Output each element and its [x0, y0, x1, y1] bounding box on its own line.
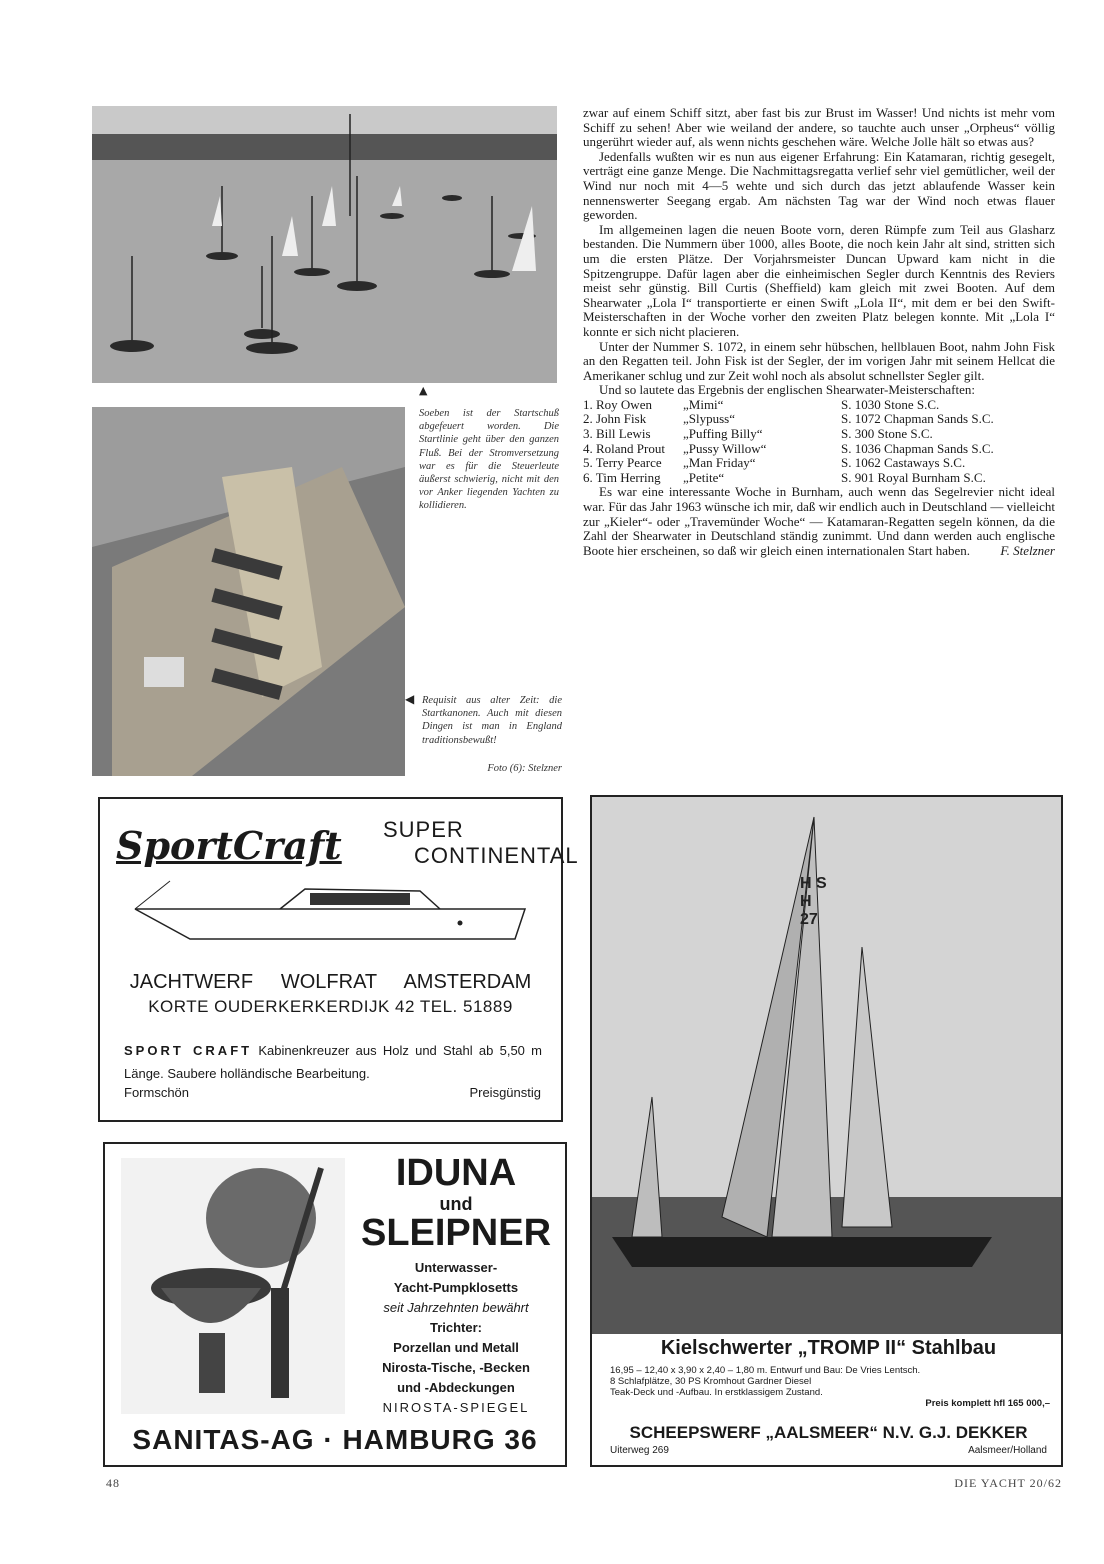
sanitas-line: und -Abdeckungen: [397, 1380, 515, 1395]
tromp-specs: [610, 1365, 1050, 1409]
article-closing: Es war eine interessante Woche in Burnham, auch wenn das Segelrevier nicht ideal war. Für das Jahr 1963 wünsche ich mir, daß wir endlich auch in Deutschland — vielleicht zur „Kieler“- oder „Travemünder Woche“ — Katamaran-Regatten segeln können, da die Zahl der Shearwater in Deutschland ständig zunimmt. Und dann werden auch englische Boote hier erscheinen, so daß wir gleich einen internationalen Start haben.: [583, 484, 1055, 558]
motor-yacht-drawing: [130, 879, 540, 949]
article-paragraph: Im allgemeinen lagen die neuen Boote vorn, deren Rümpfe zum Teil aus Glasharz bestanden. Die Nummern über 1000, alles Boote, die noch kein Jahr alt sind, stritten sich um die ersten Plätze. Der Vorjahrsmeister Duncan Upward kam nicht in die Spitzengruppe. Dafür lagen aber die einheimischen Segler durch Kenntnis des Reviers meist sehr günstig. Bill Curtis (Sheffield) kam gleich mit zwei Booten. Auf dem Shearwater „Lola I“ transportierte er einen Swift „Lola II“, mit dem er bei den Swift-Meisterschaften in der Woche vorher den zweiten Platz belegen konnte. Mit „Lola I“ konnte er sich nicht placieren.: [583, 221, 1055, 339]
tromp-price: Preis komplett hfl 165 000,–: [925, 1398, 1050, 1409]
results-boat: „Puffing Billy“: [683, 426, 763, 442]
results-place: 2. John Fisk: [583, 411, 647, 427]
results-row: [583, 427, 1055, 442]
sail-number: H S H 27: [800, 875, 827, 928]
sportcraft-model-line2: CONTINENTAL: [414, 843, 579, 868]
results-place: 3. Bill Lewis: [583, 426, 651, 442]
sanitas-title1: IDUNA: [395, 1152, 517, 1194]
cannons-caption-arrow: ◀: [405, 692, 415, 706]
regatta-photo: [92, 106, 557, 383]
page-number: 48: [106, 1476, 120, 1490]
results-place: 4. Roland Prout: [583, 440, 665, 456]
sanitas-line: Unterwasser-: [414, 1260, 498, 1275]
sanitas-title-und: und: [439, 1194, 473, 1214]
tromp-ad: [590, 795, 1063, 1467]
results-row: [583, 471, 1055, 486]
sportcraft-brand: SPORT CRAFT: [124, 1043, 253, 1058]
sportcraft-company: JACHTWERF WOLFRAT AMSTERDAM: [129, 971, 532, 993]
sanitas-line: Trichter:: [429, 1320, 482, 1335]
sportcraft-left-word: Formschön: [124, 1085, 190, 1100]
results-row: [583, 412, 1055, 427]
results-club: S. 1036 Chapman Sands S.C.: [841, 440, 994, 456]
tromp-street: Uiterweg 269: [610, 1445, 669, 1456]
sanitas-details: [351, 1258, 561, 1418]
sportcraft-description: [124, 1039, 542, 1085]
results-boat: „Petite“: [683, 469, 725, 485]
sanitas-footer: SANITAS-AG · HAMBURG 36: [132, 1424, 538, 1455]
toilet-pump-photo: [121, 1158, 345, 1414]
sportcraft-logo: SportCraft: [116, 823, 342, 868]
start-caption-arrow: ▲: [419, 384, 428, 397]
results-club: S. 1062 Castaways S.C.: [841, 455, 966, 471]
sportcraft-desc: Kabinenkreuzer aus Holz und Stahl ab 5,50 m Länge. Saubere holländische Bearbeitung.: [124, 1043, 542, 1081]
results-row: [583, 398, 1055, 413]
tromp-city: Aalsmeer/Holland: [968, 1445, 1047, 1456]
start-caption: Soeben ist der Startschuß abgefeuert worden. Die Startlinie geht über den ganzen Fluß. Bei der Stromversetzung war es für die Steuerleute äußerst schwierig, nicht mit den vor Anker liegenden Yachten zu kollidieren.: [419, 408, 559, 512]
article-paragraph: Und so lautete das Ergebnis der englischen Shearwater-Meisterschaften:: [599, 382, 976, 398]
sportcraft-model-line1: SUPER: [383, 817, 464, 842]
results-boat: „Mimi“: [683, 396, 724, 412]
results-place: 1. Roy Owen: [583, 396, 652, 412]
results-club: S. 901 Royal Burnham S.C.: [841, 469, 986, 485]
results-place: 5. Terry Pearce: [583, 455, 662, 471]
article-paragraph: Unter der Nummer S. 1072, in einem sehr hübschen, hellblauen Boot, nahm John Fisk an den Regatten teil. John Fisk ist der Segler, der im vorigen Jahr mit seinem Hellcat die Amerikaner schlug und zur Zeit wohl noch als absolut schnellster Segler gilt.: [583, 338, 1055, 383]
sanitas-line: Yacht-Pumpklosetts: [393, 1280, 519, 1295]
photo-credit: Foto (6): Stelzner: [487, 763, 562, 774]
article-paragraph: zwar auf einem Schiff sitzt, aber fast bis zur Brust im Wasser! Und nichts ist mehr vom Schiff zu sehen! Aber wie weiland der andere, so tauchte auch unser „Orpheus“ völlig ungerührt wieder auf, als wenn nichts geschehen wäre. Welche Jolle hält so etwas aus?: [583, 105, 1055, 150]
sanitas-line: NIROSTA-SPIEGEL: [382, 1400, 530, 1415]
sportcraft-right-word: Preisgünstig: [469, 1085, 541, 1100]
sanitas-line: seit Jahrzehnten bewährt: [383, 1300, 529, 1315]
results-club: S. 300 Stone S.C.: [841, 426, 933, 442]
results-table: [583, 398, 1055, 486]
tromp-yard: SCHEEPSWERF „AALSMEER“ N.V. G.J. DEKKER: [629, 1423, 1028, 1442]
article-paragraph: Jedenfalls wußten wir es nun aus eigener Erfahrung: Ein Katamaran, richtig gesegelt, verträgt eine ganze Menge. Die Nachmittagsregatta verlief sehr viel gemütlicher, weil der Wind nur noch mit 4—5 wehte und sich durch das jetzt ablaufende Wasser kein nennenswerter Seegang ergab. Am nächsten Tag war der Wind noch etwas flauer geworden.: [583, 148, 1055, 223]
results-row: [583, 456, 1055, 471]
results-boat: „Slypuss“: [683, 411, 735, 427]
sanitas-title2: SLEIPNER: [360, 1212, 552, 1254]
results-row: [583, 442, 1055, 457]
results-boat: „Man Friday“: [683, 455, 756, 471]
results-boat: „Pussy Willow“: [683, 440, 767, 456]
tromp-spec: 16,95 – 12,40 x 3,90 x 2,40 – 1,80 m. Entwurf und Bau: De Vries Lentsch.: [610, 1365, 921, 1376]
sanitas-line: Nirosta-Tische, -Becken: [382, 1360, 530, 1375]
sportcraft-address: KORTE OUDERKERKERDIJK 42 TEL. 51889: [148, 997, 513, 1016]
sanitas-ad: [103, 1142, 567, 1467]
article-body: [583, 106, 1055, 559]
tromp-spec: 8 Schlafplätze, 30 PS Kromhout Gardner Diesel: [610, 1376, 812, 1387]
start-cannons-photo: [92, 407, 405, 776]
sanitas-line: Porzellan und Metall: [393, 1340, 519, 1355]
cannons-caption: Requisit aus alter Zeit: die Startkanonen. Auch mit diesen Dingen ist man in England traditionsbewußt!: [422, 695, 562, 746]
tromp-spec: Teak-Deck und -Aufbau. In erstklassigem Zustand.: [610, 1387, 823, 1398]
results-club: S. 1030 Stone S.C.: [841, 396, 940, 412]
magazine-footer: DIE YACHT 20/62: [954, 1476, 1062, 1490]
results-club: S. 1072 Chapman Sands S.C.: [841, 411, 994, 427]
tromp-title: Kielschwerter „TROMP II“ Stahlbau: [660, 1337, 997, 1359]
results-place: 6. Tim Herring: [583, 469, 661, 485]
article-author: F. Stelzner: [1000, 543, 1055, 559]
sportcraft-ad: [98, 797, 579, 1122]
